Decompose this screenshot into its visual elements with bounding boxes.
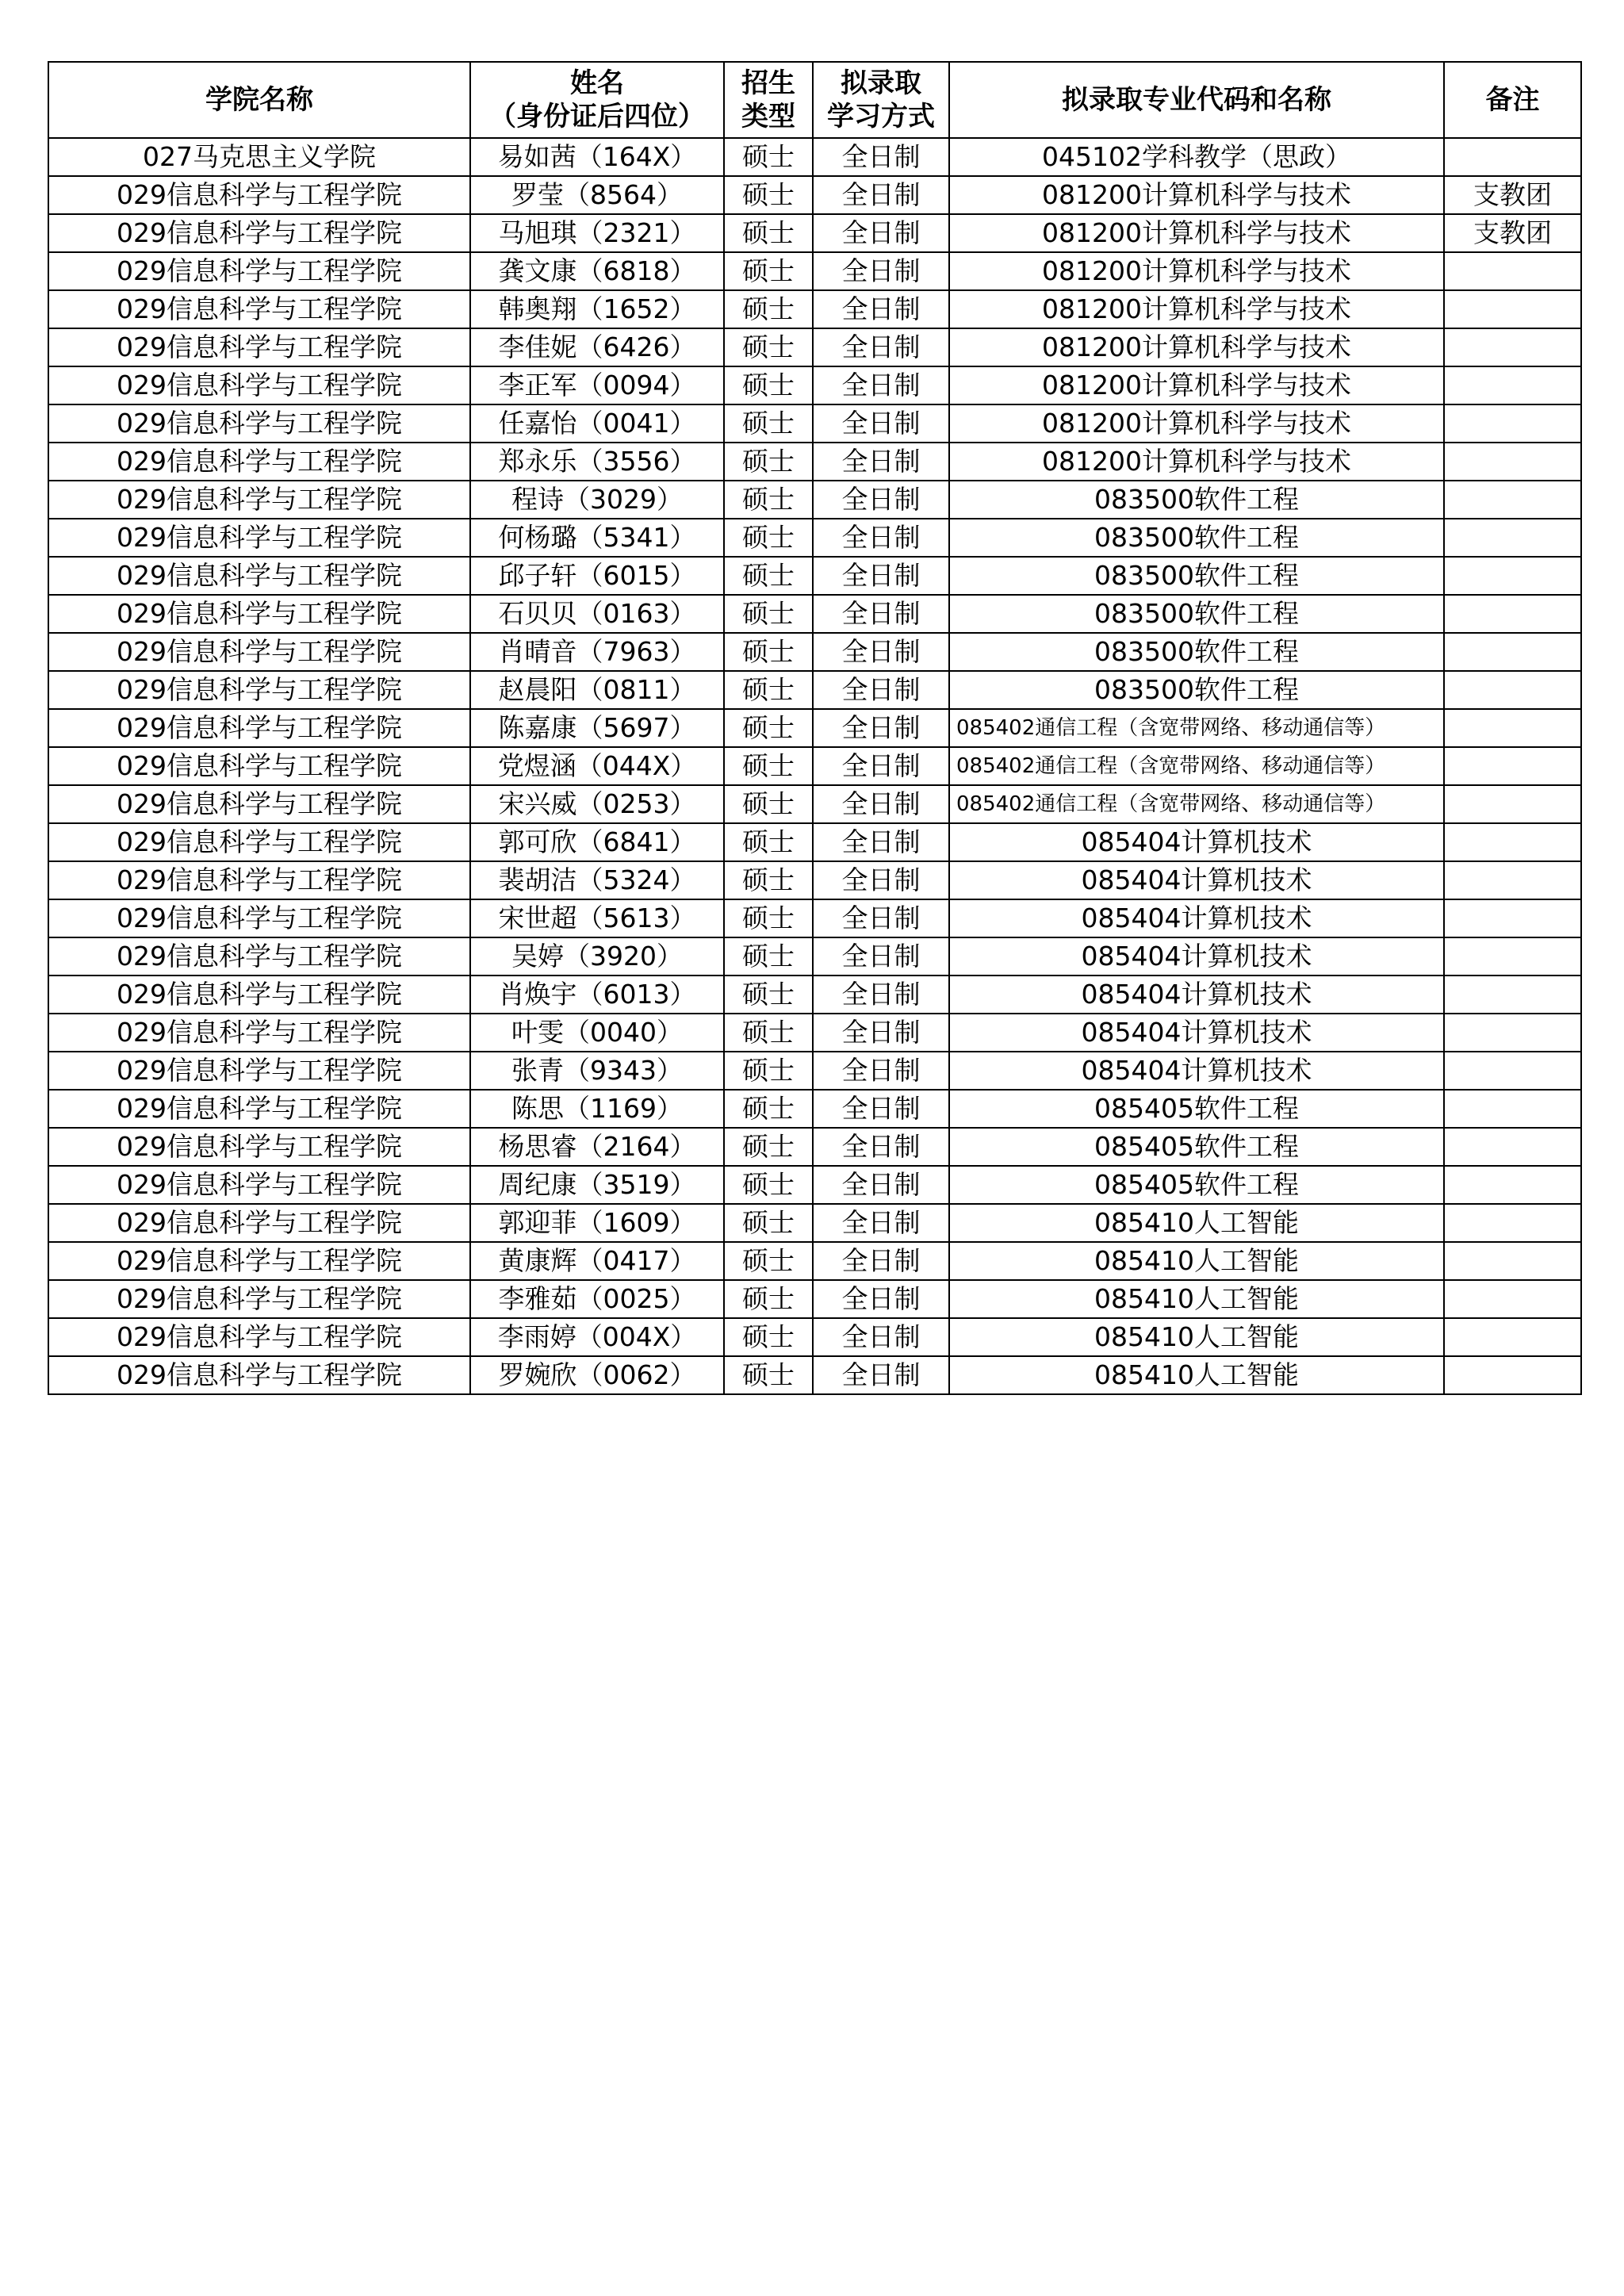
college-cell: 029信息科学与工程学院	[48, 557, 470, 595]
name-cell: 李正军（0094）	[470, 366, 724, 404]
mode-cell: 全日制	[813, 709, 949, 747]
major-cell: 083500软件工程	[949, 519, 1444, 557]
name-cell: 罗莹（8564）	[470, 176, 724, 214]
note-cell	[1444, 671, 1581, 709]
table-row	[48, 1052, 1581, 1090]
header-type	[724, 62, 813, 138]
major-cell: 083500软件工程	[949, 633, 1444, 671]
type-cell: 硕士	[724, 1166, 813, 1204]
type-cell: 硕士	[724, 1090, 813, 1128]
mode-cell: 全日制	[813, 785, 949, 823]
name-cell: 肖晴音（7963）	[470, 633, 724, 671]
college-cell: 029信息科学与工程学院	[48, 709, 470, 747]
mode-cell: 全日制	[813, 366, 949, 404]
college-cell: 029信息科学与工程学院	[48, 747, 470, 785]
type-cell: 硕士	[724, 252, 813, 290]
header-name-line1: 姓名	[570, 67, 624, 99]
mode-cell: 全日制	[813, 176, 949, 214]
name-cell: 马旭琪（2321）	[470, 214, 724, 252]
mode-cell: 全日制	[813, 823, 949, 861]
college-cell: 029信息科学与工程学院	[48, 1090, 470, 1128]
name-cell: 郭可欣（6841）	[470, 823, 724, 861]
table-row	[48, 557, 1581, 595]
type-cell: 硕士	[724, 1242, 813, 1280]
header-name	[470, 62, 724, 138]
note-cell	[1444, 481, 1581, 519]
type-cell: 硕士	[724, 1014, 813, 1052]
note-cell	[1444, 404, 1581, 443]
note-cell	[1444, 252, 1581, 290]
header-mode-line1: 拟录取	[841, 67, 921, 99]
table-row	[48, 976, 1581, 1014]
mode-cell: 全日制	[813, 1318, 949, 1356]
note-cell	[1444, 1280, 1581, 1318]
mode-cell: 全日制	[813, 290, 949, 328]
major-cell: 081200计算机科学与技术	[949, 366, 1444, 404]
major-cell: 085410人工智能	[949, 1204, 1444, 1242]
college-cell: 029信息科学与工程学院	[48, 595, 470, 633]
college-cell: 029信息科学与工程学院	[48, 937, 470, 976]
name-cell: 龚文康（6818）	[470, 252, 724, 290]
table-row	[48, 747, 1581, 785]
type-cell: 硕士	[724, 976, 813, 1014]
name-cell: 陈嘉康（5697）	[470, 709, 724, 747]
type-cell: 硕士	[724, 176, 813, 214]
note-cell	[1444, 823, 1581, 861]
note-cell	[1444, 366, 1581, 404]
college-cell: 029信息科学与工程学院	[48, 366, 470, 404]
college-cell: 029信息科学与工程学院	[48, 1128, 470, 1166]
type-cell: 硕士	[724, 443, 813, 481]
college-cell: 029信息科学与工程学院	[48, 1318, 470, 1356]
type-cell: 硕士	[724, 785, 813, 823]
college-cell: 029信息科学与工程学院	[48, 443, 470, 481]
name-cell: 周纪康（3519）	[470, 1166, 724, 1204]
mode-cell: 全日制	[813, 328, 949, 366]
type-cell: 硕士	[724, 557, 813, 595]
name-cell: 党煜涵（044X）	[470, 747, 724, 785]
college-cell: 029信息科学与工程学院	[48, 1242, 470, 1280]
college-cell: 027马克思主义学院	[48, 138, 470, 176]
header-major-label: 拟录取专业代码和名称	[1062, 84, 1331, 116]
mode-cell: 全日制	[813, 252, 949, 290]
major-cell: 081200计算机科学与技术	[949, 328, 1444, 366]
header-type-line1: 招生	[741, 67, 795, 99]
type-cell: 硕士	[724, 481, 813, 519]
mode-cell: 全日制	[813, 747, 949, 785]
major-cell: 081200计算机科学与技术	[949, 443, 1444, 481]
note-cell	[1444, 1166, 1581, 1204]
table-row	[48, 1090, 1581, 1128]
name-cell: 赵晨阳（0811）	[470, 671, 724, 709]
table-row	[48, 328, 1581, 366]
major-cell: 085404计算机技术	[949, 1052, 1444, 1090]
table-row	[48, 1280, 1581, 1318]
header-mode	[813, 62, 949, 138]
major-cell: 085404计算机技术	[949, 861, 1444, 899]
table-row	[48, 823, 1581, 861]
type-cell: 硕士	[724, 214, 813, 252]
table-row	[48, 404, 1581, 443]
type-cell: 硕士	[724, 937, 813, 976]
type-cell: 硕士	[724, 1356, 813, 1394]
major-cell: 085410人工智能	[949, 1356, 1444, 1394]
name-cell: 李佳妮（6426）	[470, 328, 724, 366]
major-cell: 085404计算机技术	[949, 1014, 1444, 1052]
header-note	[1444, 62, 1581, 138]
table-row	[48, 595, 1581, 633]
mode-cell: 全日制	[813, 138, 949, 176]
note-cell	[1444, 595, 1581, 633]
mode-cell: 全日制	[813, 1014, 949, 1052]
note-cell	[1444, 937, 1581, 976]
note-cell	[1444, 1204, 1581, 1242]
admission-table	[48, 61, 1582, 1395]
name-cell: 石贝贝（0163）	[470, 595, 724, 633]
name-cell: 叶雯（0040）	[470, 1014, 724, 1052]
mode-cell: 全日制	[813, 214, 949, 252]
note-cell	[1444, 328, 1581, 366]
name-cell: 杨思睿（2164）	[470, 1128, 724, 1166]
table-row	[48, 1166, 1581, 1204]
college-cell: 029信息科学与工程学院	[48, 1204, 470, 1242]
major-cell: 045102学科教学（思政）	[949, 138, 1444, 176]
mode-cell: 全日制	[813, 861, 949, 899]
type-cell: 硕士	[724, 519, 813, 557]
mode-cell: 全日制	[813, 595, 949, 633]
college-cell: 029信息科学与工程学院	[48, 861, 470, 899]
mode-cell: 全日制	[813, 937, 949, 976]
type-cell: 硕士	[724, 899, 813, 937]
name-cell: 宋兴威（0253）	[470, 785, 724, 823]
table-row	[48, 366, 1581, 404]
name-cell: 黄康辉（0417）	[470, 1242, 724, 1280]
table-row	[48, 176, 1581, 214]
type-cell: 硕士	[724, 671, 813, 709]
note-cell	[1444, 1318, 1581, 1356]
header-name-line2: （身份证后四位）	[489, 101, 705, 132]
college-cell: 029信息科学与工程学院	[48, 252, 470, 290]
type-cell: 硕士	[724, 633, 813, 671]
table-row	[48, 785, 1581, 823]
mode-cell: 全日制	[813, 1356, 949, 1394]
note-cell	[1444, 709, 1581, 747]
college-cell: 029信息科学与工程学院	[48, 176, 470, 214]
name-cell: 陈思（1169）	[470, 1090, 724, 1128]
table-body	[48, 138, 1581, 1394]
major-cell: 085404计算机技术	[949, 899, 1444, 937]
mode-cell: 全日制	[813, 557, 949, 595]
table-row	[48, 214, 1581, 252]
major-cell: 085405软件工程	[949, 1128, 1444, 1166]
college-cell: 029信息科学与工程学院	[48, 1280, 470, 1318]
college-cell: 029信息科学与工程学院	[48, 633, 470, 671]
mode-cell: 全日制	[813, 1090, 949, 1128]
name-cell: 程诗（3029）	[470, 481, 724, 519]
major-cell: 085402通信工程（含宽带网络、移动通信等）	[949, 709, 1444, 747]
name-cell: 易如茜（164X）	[470, 138, 724, 176]
mode-cell: 全日制	[813, 1204, 949, 1242]
note-cell	[1444, 1014, 1581, 1052]
mode-cell: 全日制	[813, 1128, 949, 1166]
major-cell: 085405软件工程	[949, 1090, 1444, 1128]
header-mode-line2: 学习方式	[827, 101, 935, 132]
type-cell: 硕士	[724, 709, 813, 747]
table-row	[48, 481, 1581, 519]
name-cell: 邱子轩（6015）	[470, 557, 724, 595]
table-row	[48, 709, 1581, 747]
type-cell: 硕士	[724, 747, 813, 785]
type-cell: 硕士	[724, 1318, 813, 1356]
table-row	[48, 1128, 1581, 1166]
table-row	[48, 252, 1581, 290]
major-cell: 081200计算机科学与技术	[949, 404, 1444, 443]
college-cell: 029信息科学与工程学院	[48, 1356, 470, 1394]
college-cell: 029信息科学与工程学院	[48, 823, 470, 861]
header-type-line2: 类型	[741, 101, 795, 132]
name-cell: 张青（9343）	[470, 1052, 724, 1090]
major-cell: 085410人工智能	[949, 1318, 1444, 1356]
name-cell: 裴胡洁（5324）	[470, 861, 724, 899]
name-cell: 郭迎菲（1609）	[470, 1204, 724, 1242]
note-cell	[1444, 557, 1581, 595]
type-cell: 硕士	[724, 1280, 813, 1318]
mode-cell: 全日制	[813, 1280, 949, 1318]
note-cell	[1444, 785, 1581, 823]
college-cell: 029信息科学与工程学院	[48, 899, 470, 937]
college-cell: 029信息科学与工程学院	[48, 328, 470, 366]
note-cell	[1444, 976, 1581, 1014]
major-cell: 083500软件工程	[949, 557, 1444, 595]
major-cell: 085402通信工程（含宽带网络、移动通信等）	[949, 785, 1444, 823]
note-cell	[1444, 1356, 1581, 1394]
type-cell: 硕士	[724, 404, 813, 443]
name-cell: 罗婉欣（0062）	[470, 1356, 724, 1394]
mode-cell: 全日制	[813, 481, 949, 519]
table-row	[48, 1318, 1581, 1356]
college-cell: 029信息科学与工程学院	[48, 519, 470, 557]
major-cell: 085404计算机技术	[949, 976, 1444, 1014]
header-college-label: 学院名称	[205, 84, 313, 116]
note-cell	[1444, 443, 1581, 481]
college-cell: 029信息科学与工程学院	[48, 404, 470, 443]
mode-cell: 全日制	[813, 1166, 949, 1204]
major-cell: 081200计算机科学与技术	[949, 214, 1444, 252]
note-cell	[1444, 138, 1581, 176]
major-cell: 085410人工智能	[949, 1242, 1444, 1280]
name-cell: 李雨婷（004X）	[470, 1318, 724, 1356]
note-cell	[1444, 1090, 1581, 1128]
college-cell: 029信息科学与工程学院	[48, 1166, 470, 1204]
name-cell: 韩奥翔（1652）	[470, 290, 724, 328]
major-cell: 083500软件工程	[949, 481, 1444, 519]
table-row	[48, 861, 1581, 899]
mode-cell: 全日制	[813, 671, 949, 709]
type-cell: 硕士	[724, 138, 813, 176]
major-cell: 081200计算机科学与技术	[949, 176, 1444, 214]
note-cell	[1444, 1052, 1581, 1090]
header-college	[48, 62, 470, 138]
table-row	[48, 1204, 1581, 1242]
major-cell: 083500软件工程	[949, 595, 1444, 633]
type-cell: 硕士	[724, 1128, 813, 1166]
note-cell	[1444, 747, 1581, 785]
name-cell: 李雅茹（0025）	[470, 1280, 724, 1318]
type-cell: 硕士	[724, 823, 813, 861]
mode-cell: 全日制	[813, 633, 949, 671]
major-cell: 085405软件工程	[949, 1166, 1444, 1204]
major-cell: 085410人工智能	[949, 1280, 1444, 1318]
college-cell: 029信息科学与工程学院	[48, 976, 470, 1014]
major-cell: 085404计算机技术	[949, 823, 1444, 861]
note-cell	[1444, 519, 1581, 557]
college-cell: 029信息科学与工程学院	[48, 290, 470, 328]
major-cell: 081200计算机科学与技术	[949, 290, 1444, 328]
table-row	[48, 937, 1581, 976]
name-cell: 任嘉怡（0041）	[470, 404, 724, 443]
type-cell: 硕士	[724, 328, 813, 366]
mode-cell: 全日制	[813, 976, 949, 1014]
college-cell: 029信息科学与工程学院	[48, 785, 470, 823]
note-cell	[1444, 633, 1581, 671]
table-row	[48, 1242, 1581, 1280]
type-cell: 硕士	[724, 595, 813, 633]
table-row	[48, 138, 1581, 176]
table-row	[48, 633, 1581, 671]
note-cell	[1444, 290, 1581, 328]
table-row	[48, 443, 1581, 481]
college-cell: 029信息科学与工程学院	[48, 214, 470, 252]
mode-cell: 全日制	[813, 899, 949, 937]
type-cell: 硕士	[724, 861, 813, 899]
mode-cell: 全日制	[813, 404, 949, 443]
table-row	[48, 671, 1581, 709]
note-cell: 支教团	[1444, 214, 1581, 252]
table-row	[48, 290, 1581, 328]
note-cell	[1444, 1128, 1581, 1166]
note-cell	[1444, 861, 1581, 899]
college-cell: 029信息科学与工程学院	[48, 671, 470, 709]
note-cell	[1444, 899, 1581, 937]
type-cell: 硕士	[724, 1204, 813, 1242]
college-cell: 029信息科学与工程学院	[48, 481, 470, 519]
table-row	[48, 899, 1581, 937]
header-major	[949, 62, 1444, 138]
name-cell: 何杨璐（5341）	[470, 519, 724, 557]
type-cell: 硕士	[724, 366, 813, 404]
college-cell: 029信息科学与工程学院	[48, 1052, 470, 1090]
major-cell: 085404计算机技术	[949, 937, 1444, 976]
name-cell: 肖焕宇（6013）	[470, 976, 724, 1014]
note-cell: 支教团	[1444, 176, 1581, 214]
name-cell: 郑永乐（3556）	[470, 443, 724, 481]
mode-cell: 全日制	[813, 1052, 949, 1090]
header-note-label: 备注	[1485, 84, 1540, 116]
mode-cell: 全日制	[813, 443, 949, 481]
table-header	[48, 62, 1581, 138]
name-cell: 宋世超（5613）	[470, 899, 724, 937]
type-cell: 硕士	[724, 1052, 813, 1090]
note-cell	[1444, 1242, 1581, 1280]
type-cell: 硕士	[724, 290, 813, 328]
major-cell: 081200计算机科学与技术	[949, 252, 1444, 290]
major-cell: 085402通信工程（含宽带网络、移动通信等）	[949, 747, 1444, 785]
name-cell: 吴婷（3920）	[470, 937, 724, 976]
header-row	[48, 62, 1581, 138]
major-cell: 083500软件工程	[949, 671, 1444, 709]
college-cell: 029信息科学与工程学院	[48, 1014, 470, 1052]
table-row	[48, 519, 1581, 557]
table-row	[48, 1356, 1581, 1394]
mode-cell: 全日制	[813, 1242, 949, 1280]
table-row	[48, 1014, 1581, 1052]
mode-cell: 全日制	[813, 519, 949, 557]
